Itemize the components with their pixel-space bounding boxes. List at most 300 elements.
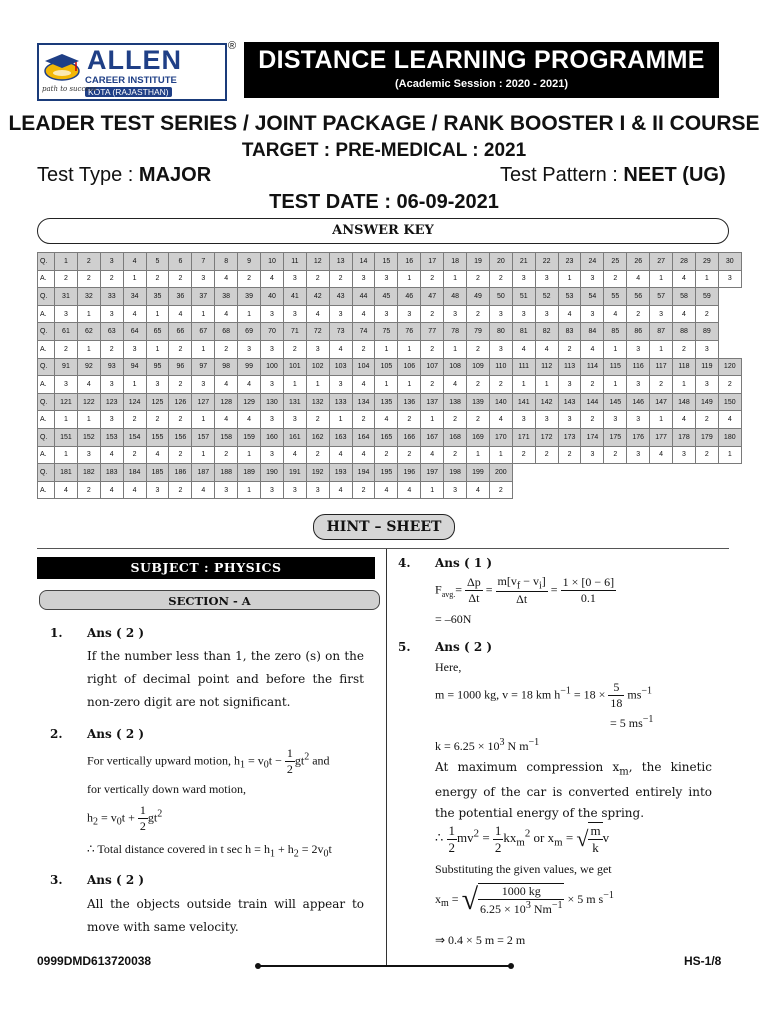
answer-cell [627,481,650,499]
answer-cell: 1 [123,270,146,288]
answer-cell: 2 [489,376,512,394]
question-number-cell [558,464,581,482]
question-number-cell: 87 [650,323,673,341]
q5-l2b: −1 [642,714,654,725]
question-number-cell: 147 [650,393,673,411]
series-title: LEADER TEST SERIES / JOINT PACKAGE / RANK BOOSTER I & II COURSE [8,112,760,135]
question-number-cell: 127 [192,393,215,411]
answer-cell: 2 [444,411,467,429]
answer-cell: 3 [581,270,604,288]
question-number-cell: 1 [55,253,78,271]
question-number-cell: 75 [375,323,398,341]
answer-cell: 2 [558,340,581,358]
question-number-cell: 187 [192,464,215,482]
answer-cell: 3 [695,376,718,394]
answer-cell: 2 [329,270,352,288]
a-label: A. [38,376,55,394]
question-number-cell: 175 [604,428,627,446]
answer-cell: 4 [306,305,329,323]
answer-cell: 4 [375,411,398,429]
answer-cell: 4 [215,411,238,429]
question-number-cell: 20 [489,253,512,271]
q5-k3: N m [504,739,529,753]
question-number-cell: 126 [169,393,192,411]
question-number-cell: 177 [650,428,673,446]
answer-row [38,270,742,288]
question-number-cell: 93 [100,358,123,376]
programme-banner [244,42,719,98]
question-number-cell: 73 [329,323,352,341]
q2-l4e: = 2v [298,842,324,856]
q1-text: If the number less than 1, the zero (s) on the right of decimal point and before the first non-zero digit are not significant. [87,649,364,709]
answer-cell: 4 [352,446,375,464]
answer-cell: 3 [100,376,123,394]
answer-cell: 1 [192,411,215,429]
answer-cell: 3 [558,411,581,429]
question-number-cell: 119 [695,358,718,376]
q-label: Q. [38,323,55,341]
question-number-cell: 200 [489,464,512,482]
frac-den: 2 [286,762,293,776]
question-number-cell: 29 [695,253,718,271]
answer-cell: 3 [558,376,581,394]
question-number-cell: 25 [604,253,627,271]
question-number-cell: 131 [283,393,306,411]
sqrt-icon: √ [576,826,589,851]
question-number-cell: 104 [352,358,375,376]
answer-key-table [37,252,742,499]
answer-cell: 1 [558,270,581,288]
half-fraction [285,746,295,777]
frac-num: 1 × [0 − 6] [562,575,615,590]
question-number-cell: 168 [444,428,467,446]
question-number-cell: 103 [329,358,352,376]
q5-l1d: ms [624,687,642,702]
answer-cell: 4 [329,340,352,358]
answer-cell: 3 [283,305,306,323]
question-number-cell: 26 [627,253,650,271]
frac-den: 2 [494,839,502,855]
answer-cell: 1 [444,270,467,288]
question-number-cell: 83 [558,323,581,341]
question-number-cell [673,464,696,482]
answer-cell: 4 [535,340,558,358]
answer-cell: 4 [100,481,123,499]
q4-eq: = [455,582,463,597]
question-number-cell: 27 [650,253,673,271]
answer-cell: 3 [261,305,284,323]
answer-cell: 1 [467,446,490,464]
question-number-cell: 94 [123,358,146,376]
question-number-cell: 82 [535,323,558,341]
frac-den: 0.1 [580,591,596,606]
session-text: (Academic Session : 2020 - 2021) [394,78,569,90]
question-number-cell: 178 [673,428,696,446]
question-number-cell: 35 [146,288,169,306]
question-number-cell: 23 [558,253,581,271]
answer-cell: 3 [306,481,329,499]
q5-answer: Ans ( 2 ) [435,640,493,654]
question-number-cell: 190 [261,464,284,482]
answer-cell: 2 [55,340,78,358]
answer-cell: 2 [535,446,558,464]
question-number-cell: 76 [398,323,421,341]
answer-cell: 3 [283,270,306,288]
question-number-cell: 128 [215,393,238,411]
answer-cell [718,340,741,358]
question-number-cell: 107 [421,358,444,376]
answer-cell: 1 [192,340,215,358]
question-number-cell: 78 [444,323,467,341]
q4-num1: m[v [497,574,517,588]
answer-cell: 1 [718,446,741,464]
answer-cell: 4 [673,411,696,429]
question-number-cell: 133 [329,393,352,411]
answer-cell: 1 [123,376,146,394]
question-number-cell: 45 [375,288,398,306]
answer-row [38,446,742,464]
q5-p1b: , the kinetic energy of the car is converted entirely into the potential energy of the spring. [435,760,712,821]
q2-l1b: 1 [239,759,245,771]
question-number-cell: 62 [77,323,100,341]
answer-cell: 2 [55,270,78,288]
q5-l1b: −1 [560,685,571,697]
q2-l3f: gt [147,810,158,825]
question-number-cell: 41 [283,288,306,306]
q4-equation [435,574,616,607]
question-number-cell: 113 [558,358,581,376]
question-number-row [38,464,742,482]
allen-logo [37,43,227,101]
question-number-cell: 145 [604,393,627,411]
q5-number: 5. [398,640,411,654]
answer-cell: 2 [306,270,329,288]
q2-l4f: 0 [323,848,329,860]
answer-cell: 1 [375,376,398,394]
answer-cell: 3 [627,376,650,394]
answer-cell: 1 [398,270,421,288]
question-number-cell: 153 [100,428,123,446]
answer-cell: 1 [146,305,169,323]
q2-l4b: 1 [269,848,275,860]
answer-cell: 3 [55,305,78,323]
test-pattern-label: Test Pattern : [500,164,618,186]
answer-cell: 1 [695,270,718,288]
answer-cell: 3 [512,270,535,288]
question-number-cell: 181 [55,464,78,482]
q3-number: 3. [50,873,63,887]
answer-cell: 3 [77,446,100,464]
answer-cell: 2 [100,340,123,358]
answer-cell: 3 [489,305,512,323]
question-number-cell: 46 [398,288,421,306]
q5-eq: = [479,829,493,845]
question-number-cell: 164 [352,428,375,446]
question-number-cell: 169 [467,428,490,446]
q5-tail: × 5 m s [564,891,604,906]
q4-eq3: = [550,582,558,597]
question-number-cell: 9 [238,253,261,271]
footer-rule [258,965,511,967]
answer-cell: 4 [650,446,673,464]
answer-cell: 2 [215,340,238,358]
q5-l2a: = 5 ms [610,716,643,730]
question-number-cell: 16 [398,253,421,271]
question-number-cell: 5 [146,253,169,271]
question-number-cell: 157 [192,428,215,446]
q5-final-eq [435,883,614,917]
answer-cell: 2 [718,376,741,394]
answer-cell: 3 [535,270,558,288]
a-label: A. [38,270,55,288]
question-number-cell: 173 [558,428,581,446]
half-fraction [447,823,458,856]
question-number-row [38,288,742,306]
question-number-cell: 185 [146,464,169,482]
question-number-cell [512,464,535,482]
frac-num: 1 [448,822,456,838]
question-number-cell: 192 [306,464,329,482]
answer-cell: 4 [421,446,444,464]
q3-text: All the objects outside train will appear to move with same velocity. [87,897,364,934]
q2-l4g: t [328,842,332,856]
answer-cell: 3 [352,270,375,288]
question-number-cell: 161 [283,428,306,446]
question-number-cell: 100 [261,358,284,376]
q5-kxm: m [516,836,525,849]
question-number-cell: 89 [695,323,718,341]
question-number-cell: 2 [77,253,100,271]
question-number-cell: 110 [489,358,512,376]
answer-cell: 2 [215,446,238,464]
q5-den3: Nm [530,902,552,916]
answer-cell: 2 [650,376,673,394]
answer-cell: 3 [123,340,146,358]
question-number-cell: 50 [489,288,512,306]
answer-row [38,340,742,358]
logo-subtitle: CAREER INSTITUTE [85,75,177,86]
question-number-cell: 172 [535,428,558,446]
column-divider [386,549,387,967]
question-number-cell: 48 [444,288,467,306]
question-number-cell: 136 [398,393,421,411]
frac-num: Δp [467,575,481,590]
answer-cell: 1 [146,340,169,358]
question-number-cell: 196 [398,464,421,482]
q4-num1e: ] [541,574,546,588]
q2-l3b: 2 [93,816,98,828]
q2-number: 2. [50,727,63,741]
q5-sq: 2 [473,827,480,840]
answer-cell: 4 [261,270,284,288]
question-number-cell: 195 [375,464,398,482]
answer-cell: 2 [512,446,535,464]
a-label: A. [38,446,55,464]
answer-cell: 2 [123,446,146,464]
answer-cell: 1 [535,376,558,394]
m-k-fraction [588,822,602,856]
answer-cell: 2 [283,340,306,358]
question-number-cell: 38 [215,288,238,306]
frac-den: 2 [448,839,456,855]
answer-cell: 2 [398,411,421,429]
question-number-cell: 97 [192,358,215,376]
question-number-cell: 116 [627,358,650,376]
q2-line4 [87,842,332,859]
question-number-cell: 108 [444,358,467,376]
question-number-cell: 7 [192,253,215,271]
question-number-cell: 101 [283,358,306,376]
answer-cell: 4 [238,376,261,394]
q2-l3c: = v [98,810,117,825]
question-number-cell: 167 [421,428,444,446]
q5-kx: kx [503,829,517,845]
question-number-cell: 15 [375,253,398,271]
question-number-cell: 170 [489,428,512,446]
answer-cell: 3 [444,481,467,499]
question-number-cell [627,464,650,482]
q4-number: 4. [398,556,411,570]
answer-cell: 2 [306,411,329,429]
answer-cell: 3 [718,270,741,288]
q5-den1: 6.25 × 10 [480,902,526,916]
question-number-cell: 111 [512,358,535,376]
test-type-value: MAJOR [138,164,212,186]
answer-cell: 4 [215,305,238,323]
answer-cell [718,481,741,499]
frac-num: 5 [608,680,624,696]
answer-cell: 4 [329,481,352,499]
answer-cell: 1 [398,376,421,394]
answer-cell [650,481,673,499]
hint-sheet-title: HINT – SHEET [313,514,455,540]
answer-cell: 2 [77,270,100,288]
answer-cell: 1 [77,340,100,358]
question-number-cell: 140 [489,393,512,411]
question-number-cell: 189 [238,464,261,482]
question-number-cell: 125 [146,393,169,411]
q5-therefore: ∴ [435,829,444,845]
answer-cell: 2 [558,446,581,464]
q2-l4c: + h [274,842,294,856]
answer-cell: 2 [489,270,512,288]
q2-l1g: 2 [304,751,310,763]
answer-cell: 3 [329,305,352,323]
question-number-cell: 106 [398,358,421,376]
q5-mv: mv [457,829,474,845]
answer-cell: 4 [215,270,238,288]
half-fraction [493,823,504,856]
answer-cell: 2 [421,376,444,394]
answer-cell: 3 [261,376,284,394]
q5-l1c: = 18 × [570,687,606,702]
q5-or: or x [530,829,555,845]
answer-cell: 4 [673,270,696,288]
answer-cell: 2 [695,446,718,464]
q4-num1i: i [539,580,542,592]
question-number-cell: 146 [627,393,650,411]
q5-orq: = [562,829,577,845]
answer-cell: 2 [421,340,444,358]
answer-cell: 2 [169,340,192,358]
a-label: A. [38,305,55,323]
q5-line2 [610,714,653,731]
q-label: Q. [38,358,55,376]
q2-l1h: and [309,753,330,768]
q4-f: F [435,582,442,597]
answer-cell: 4 [238,411,261,429]
answer-cell: 1 [77,305,100,323]
answer-cell: 1 [192,446,215,464]
q2-l4a: ∴ Total distance covered in t sec h = h [87,842,270,856]
answer-cell: 2 [77,481,100,499]
answer-cell: 1 [238,446,261,464]
question-number-cell: 47 [421,288,444,306]
question-number-cell: 84 [581,323,604,341]
answer-cell: 4 [77,376,100,394]
question-number-cell: 174 [581,428,604,446]
question-number-cell: 188 [215,464,238,482]
q2-l1c: = v [244,753,264,768]
q-label: Q. [38,393,55,411]
q2-l3d: 0 [116,816,122,828]
answer-cell: 3 [283,481,306,499]
answer-cell: 4 [123,305,146,323]
answer-cell: 3 [512,305,535,323]
document-code: 0999DMD613720038 [37,954,152,968]
answer-cell: 2 [306,446,329,464]
q-label: Q. [38,253,55,271]
question-number-cell: 184 [123,464,146,482]
answer-key-title: ANSWER KEY [37,218,729,244]
q5-v: v [602,829,610,845]
question-number-cell: 17 [421,253,444,271]
answer-cell: 3 [261,411,284,429]
question-number-cell: 130 [261,393,284,411]
answer-cell: 4 [467,481,490,499]
answer-cell: 1 [489,446,512,464]
answer-cell: 4 [123,481,146,499]
question-number-cell: 154 [123,428,146,446]
answer-cell: 2 [100,270,123,288]
q5-orm: m [554,836,563,849]
q2-answer: Ans ( 2 ) [87,727,145,741]
question-number-cell: 53 [558,288,581,306]
q2-l4d: 2 [293,848,299,860]
answer-cell: 1 [238,481,261,499]
answer-cell: 2 [695,411,718,429]
question-number-cell: 144 [581,393,604,411]
question-number-cell: 51 [512,288,535,306]
answer-cell: 1 [650,411,673,429]
footer-dot [508,963,514,969]
answer-cell: 4 [558,305,581,323]
question-number-cell: 105 [375,358,398,376]
answer-cell: 4 [100,446,123,464]
question-number-cell: 88 [673,323,696,341]
answer-cell [535,481,558,499]
question-number-cell: 186 [169,464,192,482]
question-number-cell: 56 [627,288,650,306]
question-number-cell: 91 [55,358,78,376]
question-number-cell: 19 [467,253,490,271]
answer-cell: 2 [581,411,604,429]
q4-num1f: f [516,580,521,592]
question-number-cell: 69 [238,323,261,341]
page-number: HS-1/8 [684,954,722,968]
programme-title: DISTANCE LEARNING PROGRAMME [258,46,705,74]
question-number-row [38,428,742,446]
